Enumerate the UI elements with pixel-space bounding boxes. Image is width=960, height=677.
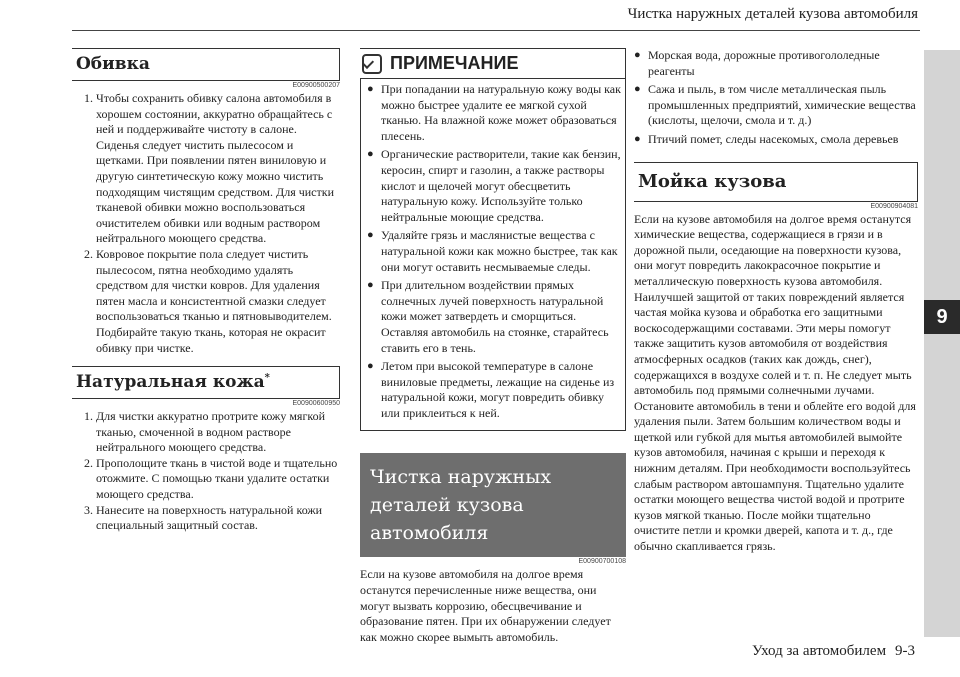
exterior-paragraph: Если на кузове автомобиля на долгое время останутся перечисленные ниже вещества, они могут вызвать коррозию, обесцвечивание и образование пятен. При их обнаружении следует как можно скорее вымыть автомобиль. [360,567,611,644]
upholstery-list [72,91,340,356]
list-item: 2. Ковровое покрытие пола следует чистить пылесосом, пятна необходимо удалять средством для чистки ковров. Для удаления пятен масла и консистентной смазки следует воспользоваться тканью и пятновыводителем. Подбирайте такую ткань, которая не окрасит обивку при чистке. [84,246,332,355]
list-item: 1. Чтобы сохранить обивку салона автомобиля в хорошем состоянии, аккуратно обращайтесь с ней и поддерживайте чистоту в салоне. Сиденья следует чистить пылесосом и щетками. При появлении пятен виниловую и другую синтетическую кожу можно чистить подходящим чистящим средством. Для чистки тканевой обивки можно воспользоваться очистителем обивки или водным раствором нейтрального моющего средства. [84,91,334,246]
section-banner-exterior: Чистка наружных деталей кузова автомобиля [360,453,626,557]
chapter-number-badge: 9 [924,300,960,334]
bullet-item: ● При попадании на натуральную кожу воды как можно быстрее удалите ее мягкой сухой тканью. На влажной коже может образоваться плесень. [367,82,621,144]
section-code: E00900500207 [292,82,340,89]
column-middle [360,48,626,645]
section-title-text: Натуральная кожа [76,372,265,393]
bullet-item: ● Сажа и пыль, в том числе металлическая пыль промышленных предприятий, химические вещества (кислоты, щелочи, смола и т. д.) [634,82,918,129]
list-item: 3. Нанесите на поверхность натуральной кожи специальный защитный состав. [84,502,323,533]
washing-paragraph: Если на кузове автомобиля на долгое время останутся химические вещества, содержащиеся в грязи и в дорожной пыли, оседающие на поверхности кузова, они могут повредить лакокрасочное покрытие и металлическую поверхность кузова автомобиля. Наилучшей защитой от таких повреждений является частая мойка кузова и обработка его защитными воскосодержащими составами. Эти меры помогут также защитить кузов автомобиля от воздействия атмосферных осадков (таких как дождь, снег), содержащихся в воздухе солей и т. п. Не следует мыть автомобиль под прямыми солнечными лучами. Остановите автомобиль в тени и облейте его водой для удаления пыли. Затем большим количеством воды и щеткой или губкой для мытья автомобилей вымойте кузов автомобиля, начиная с крыши и переходя к нижним деталям. При необходимости воспользуйтесь слабым раствором автошампуня. Тщательно удалите остатки моющего вещества чистой водой и протрите кузов мягкой тканью. После мойки тщательно очистите петли и кромки дверей, капота и т. д., где обычно скапливается грязь. [634,211,916,554]
section-title-washing: Мойка кузова [634,162,918,202]
section-code: E00900700108 [578,558,626,566]
bullet-item: ● Птичий помет, следы насекомых, смола деревьев [634,132,918,148]
footer-section-label: Уход за автомобилем [752,643,887,659]
list-item: 1. Для чистки аккуратно протрите кожу мягкой тканью, смоченной в водном растворе нейтрального моющего средства. [84,409,326,455]
section-title-upholstery: Обивка [72,48,340,81]
bullet-item: ● Органические растворители, такие как бензин, керосин, спирт и газолин, а также растворы кислот и щелочей могут обесцветить натуральную кожу. Используйте только нейтральные моющие средства. [367,147,621,225]
footnote-mark: * [264,372,270,384]
bullet-item: ● Летом при высокой температуре в салоне виниловые предметы, лежащие на сиденье из натуральной кожи, могут повредить обивку или приклеиться к ней. [367,359,621,421]
header-divider [72,30,920,31]
page-header-title: Чистка наружных деталей кузова автомобиля [627,6,918,22]
section-code: E00900904081 [870,202,918,210]
note-header [360,48,626,79]
bullet-item: ● Удаляйте грязь и маслянистые вещества с натуральной кожи как можно быстрее, так как они могут оставить несмываемые следы. [367,228,621,275]
section-title-leather [72,366,340,399]
note-bullets [367,82,621,421]
note-box [360,79,626,431]
page-number: 9-3 [895,643,915,659]
check-icon [362,54,382,74]
list-item: 2. Прополощите ткань в чистой воде и тщательно отожмите. С помощью ткани удалите остатки моющего средства. [84,455,338,502]
leather-list [72,409,340,534]
chapter-side-tab [924,50,960,637]
section-code: E00900600950 [292,400,340,408]
bullet-item: ● При длительном воздействии прямых солнечных лучей поверхность натуральной кожи может затвердеть и сморщиться. Оставляя автомобиль на стоянке, старайтесь ставить его в тень. [367,278,621,356]
column-left [72,48,340,534]
bullet-item: ● Морская вода, дорожные противогололедные реагенты [634,48,918,79]
column-right [634,48,918,555]
contaminants-list [634,48,918,148]
note-title: ПРИМЕЧАНИЕ [390,53,519,73]
